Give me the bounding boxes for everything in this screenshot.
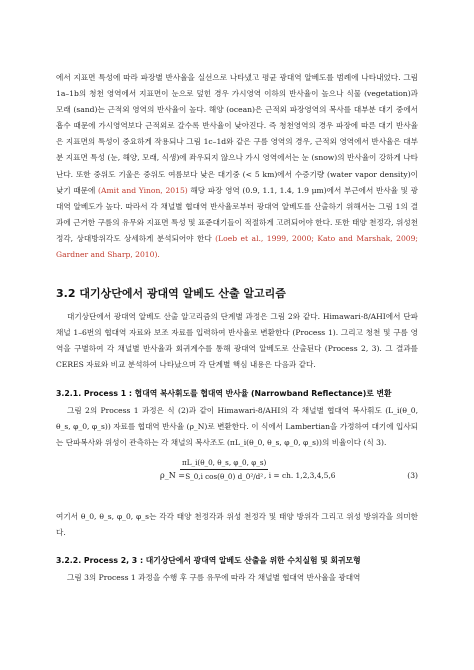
citation-loeb-et-al[interactable]: (Loeb et al., 1999, 2000; Kato and Marshak, 2009; Gardner and Sharp, 2010). xyxy=(56,233,418,260)
subsection-heading-3-2-2: 3.2.2. Process 2, 3 : 대기상단에서 광대역 알베도 산출을 위한 수치실험 및 회귀모형 xyxy=(56,555,361,565)
subsection-paragraph-1: 그림 2의 Process 1 과정은 식 (2)과 같이 Himawari-8/AHI의 각 채널별 협대역 복사휘도 (L_i(θ_0, θ_s, φ_0, φ_s)) 자료를 협대역 반사율 (ρ_N)로 변환한다. 이 식에서 Lambertian을 가정하여 대기에 입사되는 단파복사와 위성이 관측하는 각 채널의 복사조도 (πL_i(θ_0, θ_s, φ_0, φ_s))의 비율이다 (식 3). xyxy=(56,405,418,447)
equation-explanation: 여기서 θ_0, θ_s, φ_0, φ_s는 각각 태양 천정각과 위성 천정각 및 태양 방위각 그리고 위성 방위각을 의미한다. xyxy=(56,511,418,537)
body-paragraph-1 xyxy=(56,70,418,263)
citation-amit-yinon[interactable]: (Amit and Yinon, 2015) xyxy=(98,185,188,195)
equation-fraction xyxy=(180,458,268,481)
equation-numerator: πL_i(θ_0, θ_s, φ_0, φ_s) xyxy=(180,458,268,470)
document-page xyxy=(56,70,418,586)
paragraph-text: 에서 지표면 특성에 따라 파장별 반사율을 실선으로 나타냈고 평균 광대역 알베도를 범례에 나타내었다. 그림 1a–1b의 청천 영역에서 지표면이 눈으로 덮힌 경우 가시영역 이하의 반사율이 높으나 식물 (vegetation)과 모래 (sand)는 근적외 영역의 반사율이 높다. 해양 (ocean)은 근적외 파장영역의 복사를 대부분 대기 중에서 흡수 때문에 가시영역보다 근적외로 갈수록 반사율이 낮아진다. 즉 청천영역의 경우 파장에 따른 대기 반사율은 지표면의 특성이 중요하게 작용되나 그림 1c–1d와 같은 구름 영역의 경우, 근적외 영역에서 반사율은 대부분 지표면 특성 (눈, 해양, 모래, 식생)에 좌우되지 않으나 가시 영역에서는 눈 (snow)의 반사율이 강하게 나타난다. 또한 중위도 기울은 중위도 여름보다 낮은 대기중 (< 5 km)에서 수증기량 (water vapor density)이 낮기 때문에 xyxy=(56,73,418,195)
equation-lhs: ρ_N = xyxy=(160,470,185,480)
equation-3 xyxy=(56,457,418,499)
subsection-paragraph-2: 그림 3의 Process 1 과정을 수행 후 구름 유무에 따라 각 채널별 협대역 반사율을 광대역 xyxy=(67,572,361,582)
equation-denominator: S_0,i cos(θ_0) d_0²/d² xyxy=(185,471,264,481)
equation-condition: , i = ch. 1,2,3,4,5,6 xyxy=(264,470,336,480)
section-paragraph: 대기상단에서 광대역 알베도 산출 알고리즘의 단계별 과정은 그림 2와 같다. Himawari-8/AHI에서 단파채널 1–6번의 협대역 자료와 보조 자료를 입력하여 반사율로 변환한다 (Process 1). 그리고 청천 및 구름 영역을 구별하여 각 채널별 반사율과 회귀계수를 통해 광대역 알베도로 산출된다 (Process 2, 3). 그 결과를 CERES 자료와 비교 분석하여 나타났으며 각 단계별 핵심 내용은 다음과 같다. xyxy=(56,312,418,370)
paragraph-text: 해당 파장 영역 (0.9, 1.1, 1.4, 1.9 μm)에서 부근에서 반사율 및 광대역 알베도가 높다. 따라서 각 채널별 협대역 반사율로부터 광대역 알베도를 산출하기 위해서는 그림 1의 결과에 근거한 구름의 유무와 지표면 특성 및 표준대기들이 적절하게 고려되어야 한다. 또한 태양 천정각, 위성천정각, 상대방위각도 상세하게 분석되어야 한다 xyxy=(56,185,418,243)
section-heading-3-2: 3.2 대기상단에서 광대역 알베도 산출 알고리즘 xyxy=(56,287,286,301)
equation-number: (3) xyxy=(407,470,418,480)
subsection-heading-3-2-1: 3.2.1. Process 1 : 협대역 복사휘도를 협대역 반사율 (Narrowband Reflectance)로 변환 xyxy=(56,388,392,398)
